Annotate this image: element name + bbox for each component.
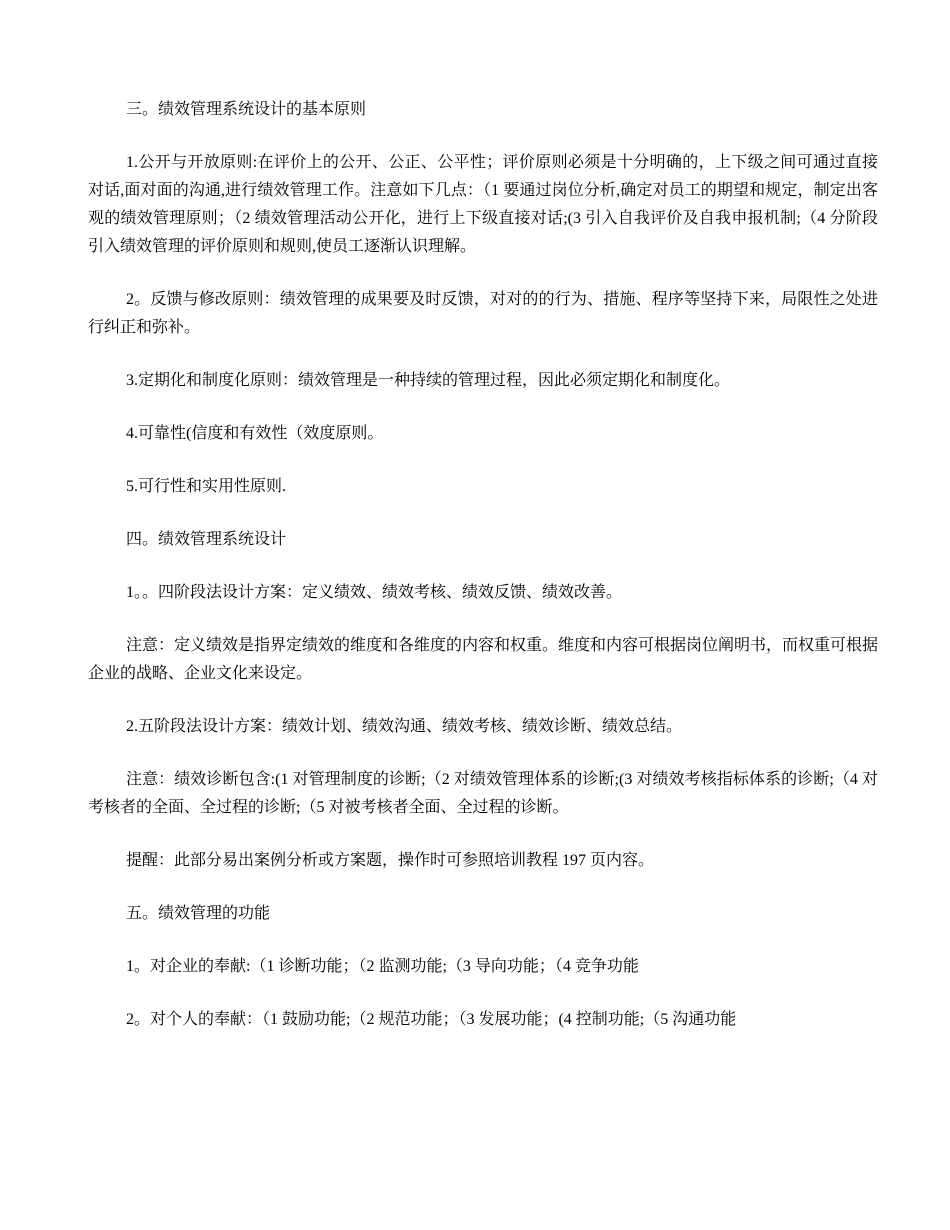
reminder: 提醒：此部分易出案例分析或方案题，操作时可参照培训教程 197 页内容。 — [126, 852, 655, 869]
principle-periodic: 3.定期化和制度化原则：绩效管理是一种持续的管理过程，因此必须定期化和制度化。 — [126, 372, 731, 389]
principle-feedback: 2。反馈与修改原则：绩效管理的成果要及时反馈，对对的的行为、措施、程序等坚持下来，局限性之处进行纠正和弥补。 — [88, 291, 878, 336]
principle-openness: 1.公开与开放原则:在评价上的公开、公正、公平性；评价原则必须是十分明确的，上下级之间可通过直接对话,面对面的沟通,进行绩效管理工作。注意如下几点：（1 要通过岗位分析,确定对员工的期望和规定，制定出客观的绩效管理原则；（2 绩效管理活动公开化，进行上下级直接对话;(3 引入自我评价及自我申报机制;（4 分阶段引入绩效管理的评价原则和规则,使员工逐渐认识理解。 — [88, 154, 878, 255]
section-heading-4: 四。绩效管理系统设计 — [126, 531, 287, 548]
section-heading-3: 三。绩效管理系统设计的基本原则 — [126, 101, 367, 118]
document-body — [88, 96, 878, 1059]
individual-contribution: 2。对个人的奉献：（1 鼓励功能;（2 规范功能；（3 发展功能；(4 控制功能;（5 沟通功能 — [126, 1011, 737, 1028]
section-heading-5: 五。绩效管理的功能 — [126, 905, 271, 922]
four-stage-method: 1。。四阶段法设计方案：定义绩效、绩效考核、绩效反馈、绩效改善。 — [126, 584, 623, 601]
principle-reliability: 4.可靠性(信度和有效性（效度原则。 — [126, 425, 384, 442]
enterprise-contribution: 1。对企业的奉献:（1 诊断功能；（2 监测功能;（3 导向功能；（4 竞争功能 — [126, 958, 639, 975]
five-stage-method: 2.五阶段法设计方案：绩效计划、绩效沟通、绩效考核、绩效诊断、绩效总结。 — [126, 718, 683, 735]
principle-feasibility: 5.可行性和实用性原则. — [126, 478, 287, 495]
note-define-performance: 注意：定义绩效是指界定绩效的维度和各维度的内容和权重。维度和内容可根据岗位阐明书，而权重可根据企业的战略、企业文化来设定。 — [88, 637, 879, 682]
note-diagnosis: 注意：绩效诊断包含:(1 对管理制度的诊断;（2 对绩效管理体系的诊断;(3 对绩效考核指标体系的诊断;（4 对考核者的全面、全过程的诊断;（5 对被考核者全面、全过程的诊断。 — [88, 771, 878, 816]
